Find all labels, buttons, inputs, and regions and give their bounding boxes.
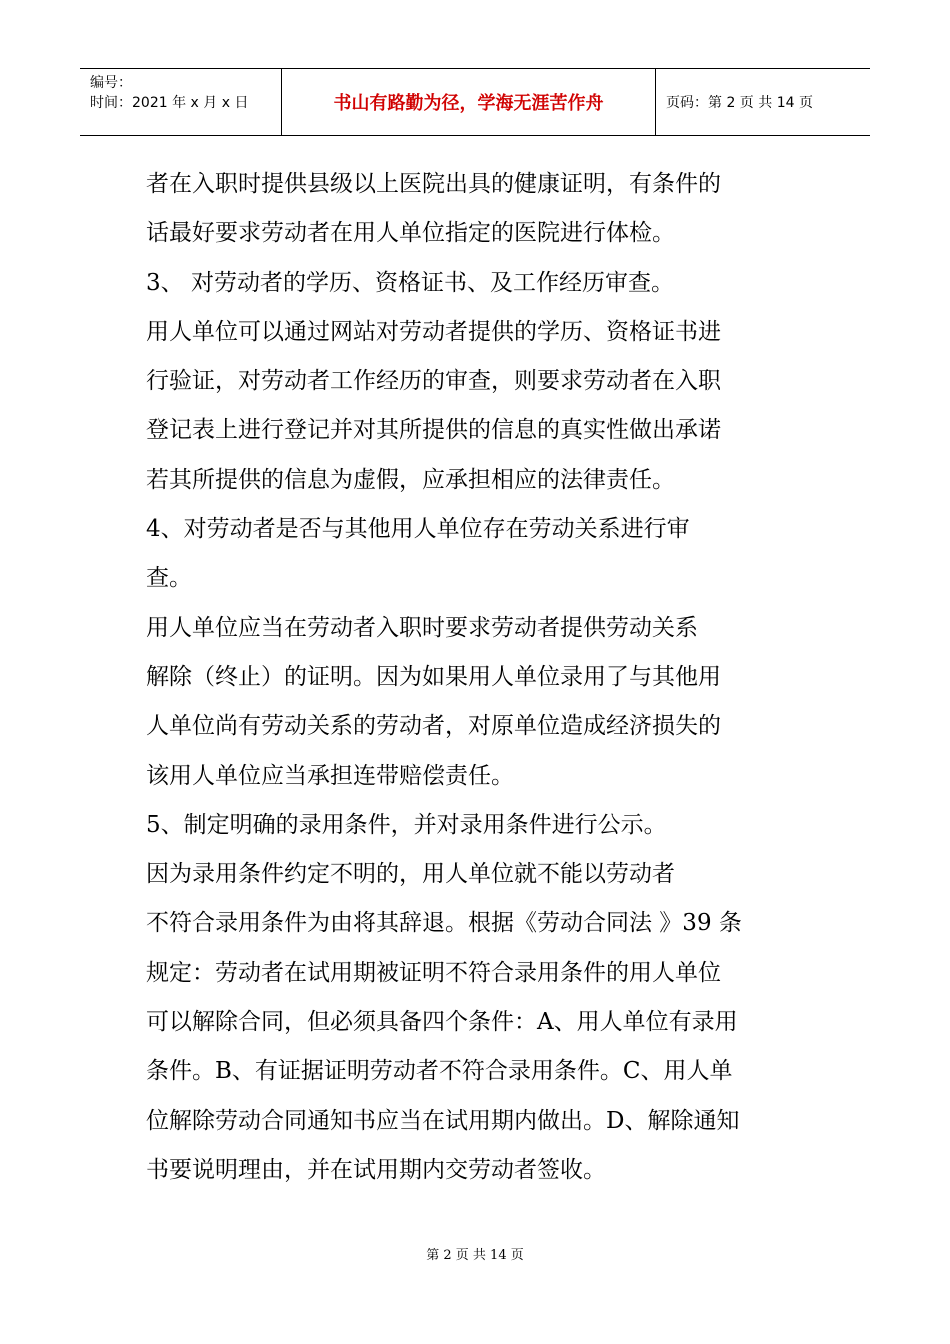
page-footer xyxy=(0,1244,950,1263)
body-line: 规定：劳动者在试用期被证明不符合录用条件的用人单位 xyxy=(146,959,721,986)
body-line: 条件。B、有证据证明劳动者不符合录用条件。C、用人单 xyxy=(146,1058,733,1085)
document-body xyxy=(146,160,812,1195)
body-line: 者在入职时提供县级以上医院出具的健康证明，有条件的 xyxy=(146,171,721,197)
body-line: 书要说明理由，并在试用期内交劳动者签收。 xyxy=(146,1156,606,1183)
body-line: 登记表上进行登记并对其所提供的信息的真实性做出承诺 xyxy=(146,417,721,444)
header-motto-cell xyxy=(282,69,656,135)
header-page-cell xyxy=(656,69,870,135)
body-line: 因为录用条件约定不明的，用人单位就不能以劳动者 xyxy=(146,861,675,888)
body-line: 人单位尚有劳动关系的劳动者，对原单位造成经济损失的 xyxy=(146,713,721,740)
number-label: 编号： xyxy=(90,75,132,91)
body-line: 可以解除合同，但必须具备四个条件：A、用人单位有录用 xyxy=(146,1009,738,1036)
footer-page-number: 第 2 页 共 14 页 xyxy=(426,1248,524,1263)
body-line: 行验证，对劳动者工作经历的审查，则要求劳动者在入职 xyxy=(146,368,721,395)
body-line: 解除（终止）的证明。因为如果用人单位录用了与其他用 xyxy=(146,663,721,690)
body-line: 位解除劳动合同通知书应当在试用期内做出。D、解除通知 xyxy=(146,1107,740,1134)
page-header xyxy=(80,68,870,136)
body-line: 5、制定明确的录用条件，并对录用条件进行公示。 xyxy=(146,811,667,838)
body-line: 若其所提供的信息为虚假，应承担相应的法律责任。 xyxy=(146,466,675,493)
body-line: 4、对劳动者是否与其他用人单位存在劳动关系进行审 xyxy=(146,516,690,543)
header-meta-cell xyxy=(80,69,282,135)
body-line: 用人单位应当在劳动者入职时要求劳动者提供劳动关系 xyxy=(146,614,698,641)
body-line: 查。 xyxy=(146,565,192,592)
time-label: 时间：2021 年 x 月 x 日 xyxy=(90,95,249,111)
motto-text: 书山有路勤为径，学海无涯苦作舟 xyxy=(333,93,604,114)
page-info: 页码：第 2 页 共 14 页 xyxy=(666,95,813,111)
body-line: 话最好要求劳动者在用人单位指定的医院进行体检。 xyxy=(146,220,675,247)
body-line: 该用人单位应当承担连带赔偿责任。 xyxy=(146,762,514,789)
body-line: 3、 对劳动者的学历、资格证书、及工作经历审查。 xyxy=(146,269,674,296)
body-line: 不符合录用条件为由将其辞退。根据《劳动合同法 》39 条 xyxy=(146,910,742,937)
body-line: 用人单位可以通过网站对劳动者提供的学历、资格证书进 xyxy=(146,318,721,345)
